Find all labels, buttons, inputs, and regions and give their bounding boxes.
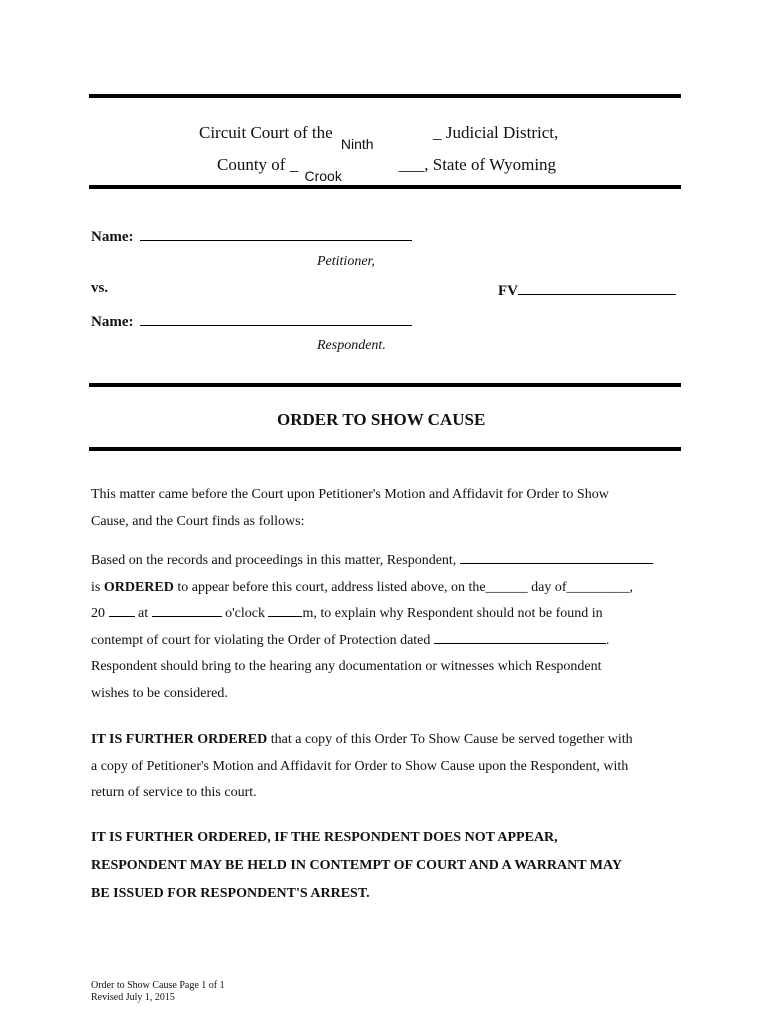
para2-line1-text: Based on the records and proceedings in this matter, Respondent, [91, 553, 457, 568]
petitioner-label: Petitioner, [317, 254, 375, 269]
paragraph-1 [91, 482, 691, 535]
time-field[interactable] [152, 602, 222, 617]
court-line [199, 123, 559, 152]
para2-ordered: ORDERED [103, 579, 174, 595]
petitioner-name-row [91, 226, 412, 246]
caption-bottom-rule [89, 185, 681, 189]
case-number-row [498, 280, 676, 300]
court-suffix: _ Judicial District, [433, 123, 559, 142]
para4-line2: RESPONDENT MAY BE HELD IN CONTEMPT OF COURT AND A WARRANT MAY [91, 858, 622, 873]
top-rule [89, 94, 681, 98]
county-suffix: ___, State of Wyoming [398, 155, 557, 174]
protection-order-date-field[interactable] [434, 629, 606, 644]
para2-line2 [91, 575, 691, 602]
para1-line1: This matter came before the Court upon Petitioner's Motion and Affidavit for Order to Show [91, 487, 609, 502]
name-label: Name: [91, 229, 134, 245]
county-value: Crook [304, 168, 342, 184]
para2-line2-rest: to appear before this court, address listed above, on the______ day of_________, [177, 579, 634, 595]
para2-line6: wishes to be considered. [91, 685, 228, 701]
para3-line2: a copy of Petitioner's Motion and Affidavit for Order to Show Cause upon the Respondent, with [91, 758, 629, 774]
paragraph-3 [91, 727, 691, 807]
footer [91, 980, 225, 1004]
footer-page: Order to Show Cause Page 1 of 1 [91, 980, 225, 991]
para2-is: is [91, 579, 101, 595]
para2-line3 [91, 601, 691, 628]
name-label-respondent: Name: [91, 314, 134, 330]
para2-line3-rest: m, to explain why Respondent should not be found in [302, 606, 603, 621]
para3-line1 [91, 727, 691, 754]
para2-line4 [91, 628, 691, 655]
para2-line4-end: . [605, 632, 610, 648]
para4-line3: BE ISSUED FOR RESPONDENT'S ARREST. [91, 886, 370, 901]
para2-line5: Respondent should bring to the hearing any documentation or witnesses which Respondent [91, 659, 602, 674]
petitioner-name-field[interactable] [140, 226, 412, 241]
respondent-name-row [91, 311, 412, 331]
title-bottom-rule [89, 447, 681, 451]
county-prefix: County of _ [217, 155, 299, 174]
paragraph-4 [91, 824, 691, 908]
para2-oclock: o'clock [225, 606, 265, 621]
para2-line4-text: contempt of court for violating the Order of Protection dated [91, 632, 431, 648]
para2-20: 20 [91, 606, 105, 621]
county-line [217, 155, 557, 184]
respondent-label: Respondent. [317, 338, 386, 353]
footer-revised: Revised July 1, 2015 [91, 992, 175, 1003]
document-title: ORDER TO SHOW CAUSE [277, 410, 486, 429]
para3-bold: IT IS FURTHER ORDERED [91, 732, 268, 747]
paragraph-2 [91, 548, 691, 707]
para2-at: at [138, 606, 149, 621]
am-pm-field[interactable] [268, 602, 302, 617]
para1-line2: Cause, and the Court finds as follows: [91, 513, 305, 529]
respondent-name-field[interactable] [140, 311, 412, 326]
parties-bottom-rule [89, 383, 681, 387]
case-number-field[interactable] [518, 280, 676, 295]
para3-line3: return of service to this court. [91, 785, 257, 800]
respondent-blank-field[interactable] [460, 549, 653, 564]
para3-line1-rest: that a copy of this Order To Show Cause be served together with [270, 732, 633, 747]
year-field[interactable] [109, 602, 135, 617]
vs-label: vs. [91, 280, 109, 296]
district-value: Ninth [340, 136, 374, 152]
para4-line1: IT IS FURTHER ORDERED, IF THE RESPONDENT DOES NOT APPEAR, [91, 830, 558, 845]
para2-line1 [91, 548, 691, 575]
case-prefix: FV [498, 283, 518, 299]
court-prefix: Circuit Court of the [199, 123, 333, 142]
